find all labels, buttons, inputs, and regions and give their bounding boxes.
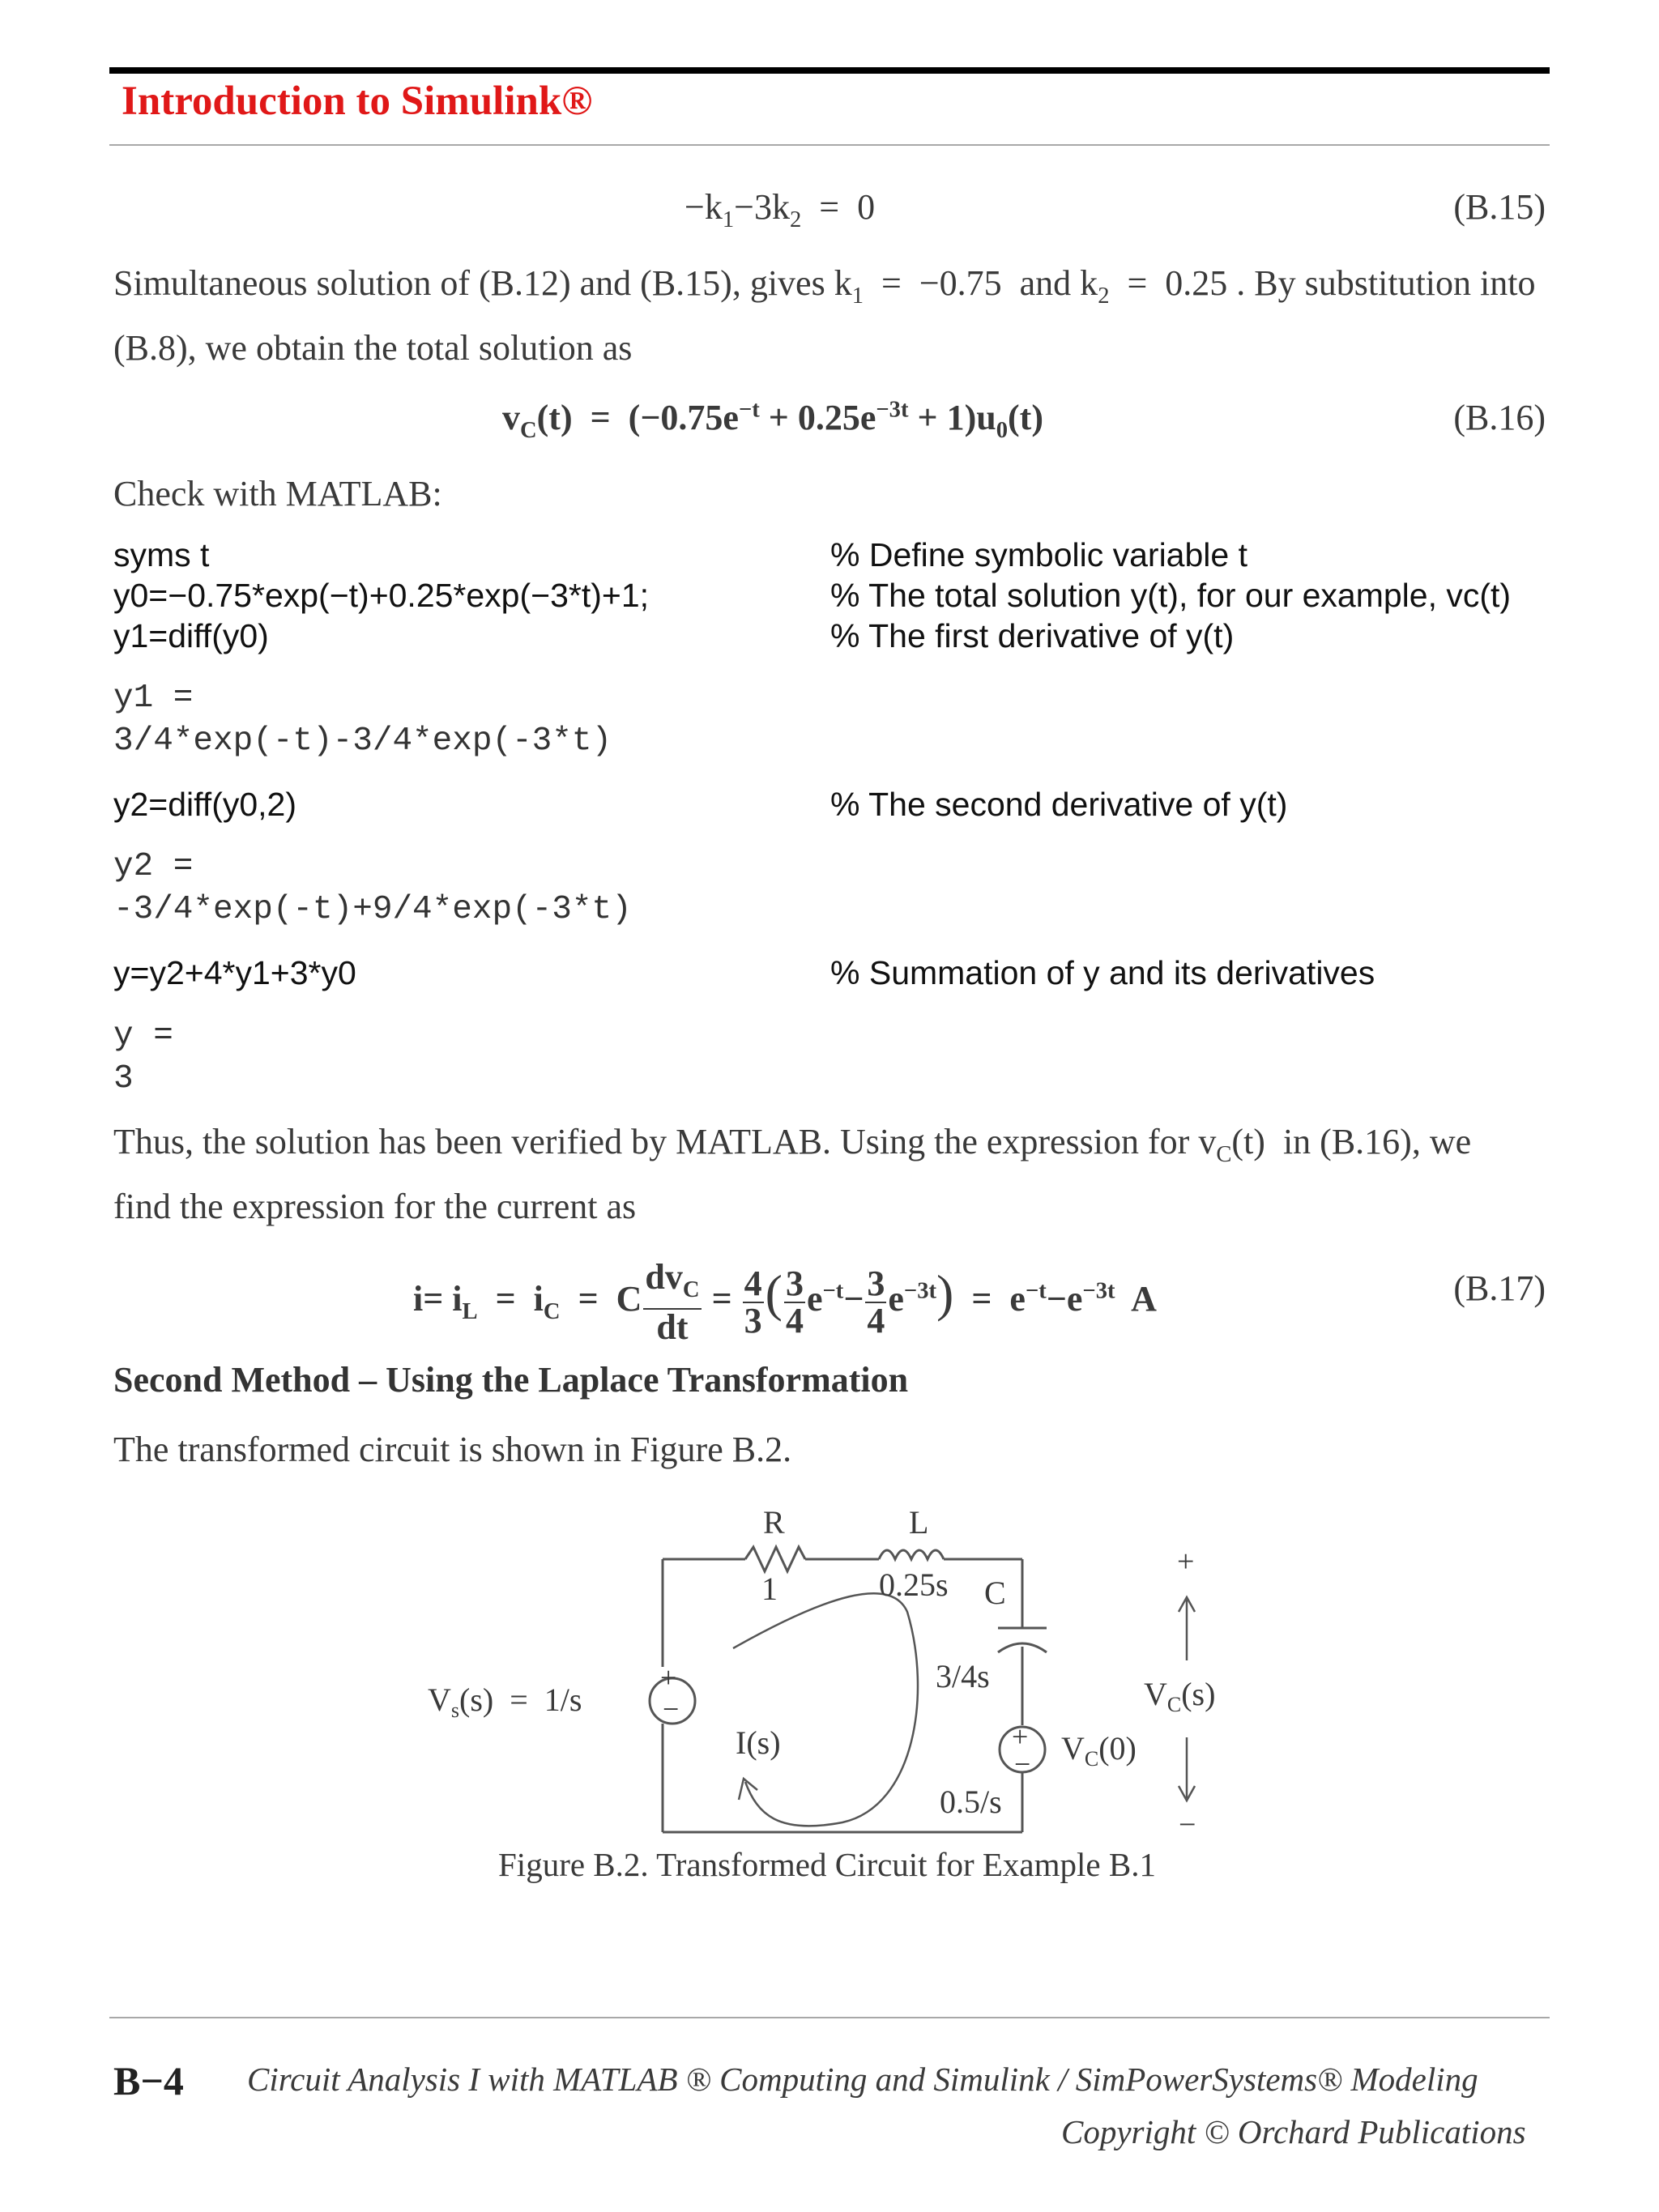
vs-plus: + <box>660 1661 677 1694</box>
matlab-code-line: y1=diff(y0) <box>113 617 269 654</box>
matlab-output: -3/4*exp(-t)+9/4*exp(-3*t) <box>113 891 632 928</box>
capacitor-label: C <box>984 1575 1006 1611</box>
loop-current-curve <box>733 1593 918 1826</box>
inductor-label: L <box>909 1504 929 1541</box>
capacitor-value: 3/4s <box>936 1658 990 1694</box>
vc0-value: 0.5/s <box>940 1784 1002 1820</box>
vc0-minus: − <box>1014 1748 1031 1780</box>
transformed-circuit-diagram <box>0 1490 1659 1855</box>
equation-number-b15: (B.15) <box>1453 187 1546 227</box>
paragraph-line: (B.8), we obtain the total solution as <box>113 327 633 368</box>
paragraph-simultaneous-solution <box>113 258 1547 374</box>
resistor-value: 1 <box>761 1571 778 1607</box>
footer-divider <box>109 2017 1550 2018</box>
section-heading: Second Method – Using the Laplace Transformation <box>113 1360 909 1400</box>
paragraph-verified <box>113 1116 1547 1233</box>
figure-caption: Figure B.2. Transformed Circuit for Example B.1 <box>498 1846 1156 1883</box>
header-rule <box>109 67 1550 74</box>
matlab-output: 3 <box>113 1060 134 1097</box>
page-number: B−4 <box>113 2058 184 2103</box>
equation-b17: $i= i_L = i_C = C$ $\frac{dv_C}{dt}$ = $\frac{4}{3}$ ( $\frac{3}{4}$ $e^{-t}-$ $\frac{3}{4}$ $e^{-3t}) = e^{-t}-e^{-3t}$ A <box>413 1257 1157 1347</box>
running-header: Introduction to Simulink® <box>122 79 593 124</box>
matlab-comment: % The total solution y(t), for our example, vc(t) <box>830 577 1512 614</box>
resistor-label: R <box>763 1504 785 1541</box>
inductor-symbol <box>879 1550 944 1559</box>
vs-minus: − <box>663 1693 680 1725</box>
vcs-label: $V_C(s)$ <box>1144 1676 1216 1716</box>
vc0-plus: + <box>1012 1720 1029 1753</box>
header-divider <box>109 144 1550 146</box>
check-with-matlab-label: Check with MATLAB: <box>113 474 442 514</box>
loop-current-label: I(s) <box>736 1724 781 1761</box>
matlab-code-line: y0=−0.75*exp(−t)+0.25*exp(−3*t)+1; <box>113 577 650 614</box>
footer-copyright: Copyright © Orchard Publications <box>1061 2113 1526 2150</box>
vcs-minus: − <box>1179 1808 1196 1842</box>
matlab-output: y = <box>113 1017 173 1055</box>
vs-label: $V_s(s) = 1/s$ <box>428 1681 582 1722</box>
matlab-comment: % The second derivative of y(t) <box>830 786 1288 823</box>
matlab-output: 3/4*exp(-t)-3/4*exp(-3*t) <box>113 722 612 760</box>
paragraph-line: Simultaneous solution of (B.12) and (B.15), gives $k_1 = -0.75$ and $k_2 = 0.25$ . By substitution into <box>113 263 1536 309</box>
paragraph-line: find the expression for the current as <box>113 1186 637 1226</box>
matlab-code-line: syms t <box>113 536 210 573</box>
equation-number-b16: (B.16) <box>1453 398 1546 437</box>
inductor-value: 0.25s <box>879 1566 949 1603</box>
equation-b15: $-k_1-3k_2 = 0$ <box>684 187 876 232</box>
matlab-output: y2 = <box>113 848 194 885</box>
matlab-output: y1 = <box>113 680 194 717</box>
paragraph-line: Thus, the solution has been verified by MATLAB. Using the expression for $v_C(t)$ in (B.16), we <box>113 1122 1472 1167</box>
equation-b16: $v_C(t) = (-0.75e^{-t} + 0.25e^{-3t} + 1)u_0(t)$ <box>502 397 1043 443</box>
matlab-code-line: y2=diff(y0,2) <box>113 786 297 823</box>
vcs-plus: + <box>1177 1545 1195 1579</box>
equation-number-b17: (B.17) <box>1453 1268 1546 1308</box>
vc0-label: $V_C(0)$ <box>1061 1730 1137 1771</box>
matlab-comment: % The first derivative of y(t) <box>830 617 1235 654</box>
matlab-comment: % Define symbolic variable t <box>830 536 1247 573</box>
paragraph-transformed-circuit: The transformed circuit is shown in Figure B.2. <box>113 1430 792 1469</box>
resistor-symbol <box>745 1547 805 1571</box>
footer-book-title: Circuit Analysis I with MATLAB ® Computing and Simulink / SimPowerSystems® Modeling <box>247 2061 1478 2098</box>
matlab-comment: % Summation of y and its derivatives <box>830 954 1375 991</box>
matlab-code-line: y=y2+4*y1+3*y0 <box>113 954 356 991</box>
